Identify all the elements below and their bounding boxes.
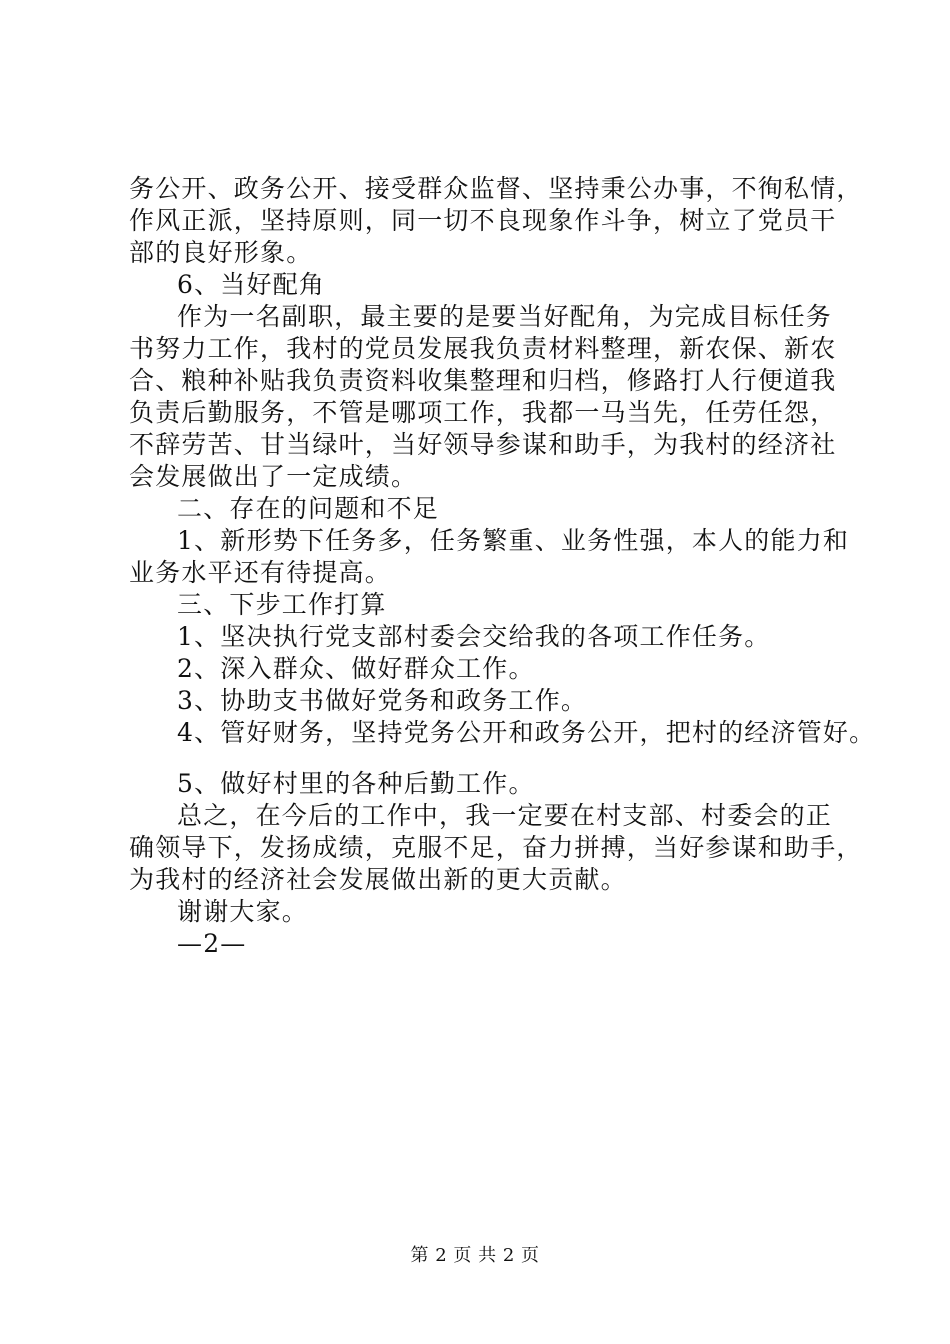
inline-page-number: —2— [177, 929, 247, 958]
paragraph-line: 确领导下，发扬成绩，克服不足，奋力拼搏，当好参谋和助手， [129, 833, 863, 862]
paragraph-line: 书努力工作，我村的党员发展我负责材料整理，新农保、新农 [129, 334, 837, 363]
closing-line: 谢谢大家。 [177, 897, 309, 926]
paragraph-line: 总之，在今后的工作中，我一定要在村支部、村委会的正 [177, 801, 833, 830]
paragraph-line: 作为一名副职，最主要的是要当好配角，为完成目标任务 [177, 302, 833, 331]
paragraph-line: 会发展做出了一定成绩。 [129, 462, 418, 491]
section-heading: 二、存在的问题和不足 [177, 494, 440, 523]
paragraph-line: 为我村的经济社会发展做出新的更大贡献。 [129, 865, 627, 894]
paragraph-line: 务公开、政务公开、接受群众监督、坚持秉公办事，不徇私情， [129, 174, 863, 203]
list-item: 3、协助支书做好党务和政务工作。 [177, 686, 588, 715]
list-item: 5、做好村里的各种后勤工作。 [177, 769, 535, 798]
paragraph-line: 业务水平还有待提高。 [129, 558, 392, 587]
section-heading: 三、下步工作打算 [177, 590, 387, 619]
blank-line [129, 749, 849, 768]
section-heading: 6、当好配角 [177, 270, 326, 299]
list-item: 1、坚决执行党支部村委会交给我的各项工作任务。 [177, 622, 771, 651]
paragraph-line: 合、粮种补贴我负责资料收集整理和归档，修路打人行便道我 [129, 366, 837, 395]
paragraph-line: 1、新形势下任务多，任务繁重、业务性强，本人的能力和 [177, 526, 850, 555]
paragraph-line: 不辞劳苦、甘当绿叶，当好领导参谋和助手，为我村的经济社 [129, 430, 837, 459]
paragraph-line: 作风正派，坚持原则，同一切不良现象作斗争，树立了党员干 [129, 206, 837, 235]
page-footer: 第 2 页 共 2 页 [410, 1245, 540, 1266]
paragraph-line: 负责后勤服务，不管是哪项工作，我都一马当先，任劳任怨， [129, 398, 837, 427]
document-body [129, 173, 876, 960]
list-item: 2、深入群众、做好群众工作。 [177, 654, 535, 683]
paragraph-line: 部的良好形象。 [129, 238, 313, 267]
list-item: 4、管好财务，坚持党务公开和政务公开，把村的经济管好。 [177, 718, 876, 747]
